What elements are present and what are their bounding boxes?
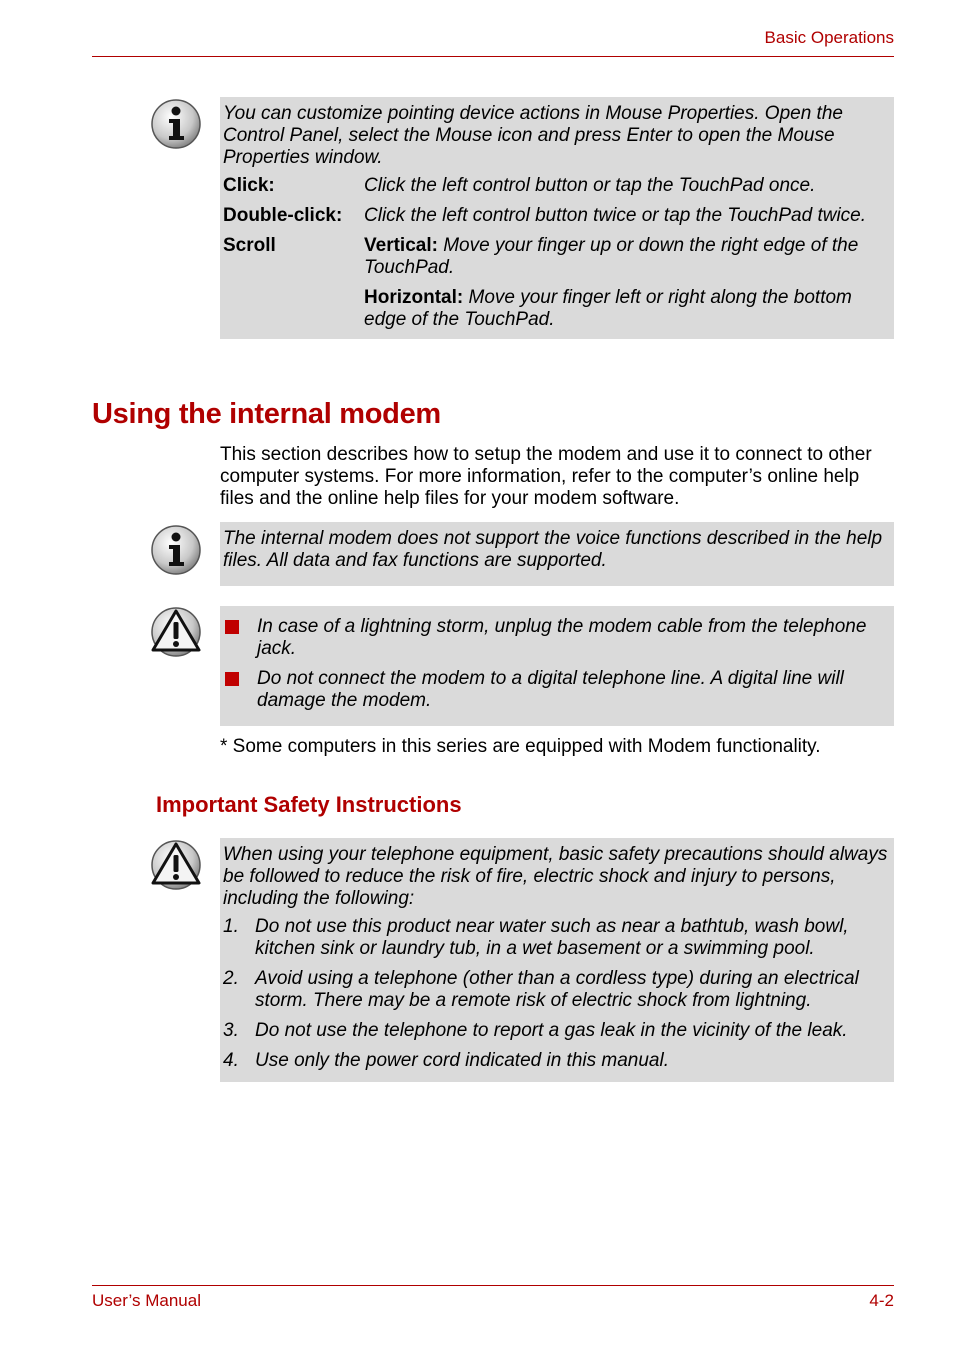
safety-list <box>223 916 890 1072</box>
list-item <box>223 1050 890 1072</box>
warning-list <box>223 616 890 712</box>
note-intro: You can customize pointing device actions in Mouse Properties. Open the Control Panel, select the Mouse icon and press Enter to open the Mouse Properties window. <box>223 103 843 168</box>
scroll-vertical <box>364 235 890 279</box>
def-row-click <box>223 175 890 197</box>
subsection-title: Important Safety Instructions <box>156 792 462 817</box>
scroll-horizontal <box>364 287 890 331</box>
note-voice-functions <box>220 522 894 586</box>
vertical-text: Move your finger up or down the right edge of the TouchPad. <box>364 235 859 278</box>
list-item <box>223 668 890 712</box>
horizontal-text: Move your finger left or right along the bottom edge of the TouchPad. <box>364 287 852 330</box>
section-title: Using the internal modem <box>92 398 441 430</box>
def-row-double-click <box>223 205 890 227</box>
footer-rule <box>92 1285 894 1286</box>
section-intro: This section describes how to setup the modem and use it to connect to other computer systems. For more information, refer to the computer’s online help files and the online help files for your modem software. <box>220 444 872 509</box>
footnote: * Some computers in this series are equipped with Modem functionality. <box>220 736 821 757</box>
square-bullet-icon <box>225 672 239 686</box>
horizontal-label: Horizontal: <box>364 287 464 308</box>
info-icon <box>150 524 202 576</box>
def-row-scroll <box>223 235 890 331</box>
pointer-actions-list <box>223 175 890 331</box>
list-item <box>223 968 890 1012</box>
item-text: Do not use the telephone to report a gas leak in the vicinity of the leak. <box>255 1020 848 1041</box>
term-click: Click: <box>223 175 275 196</box>
item-text: Avoid using a telephone (other than a cordless type) during an electrical storm. There may be a remote risk of electric shock from lightning. <box>255 968 859 1011</box>
header-rule <box>92 56 894 57</box>
item-text: Use only the power cord indicated in this manual. <box>255 1050 670 1071</box>
term-scroll: Scroll <box>223 235 276 256</box>
desc-double-click: Click the left control button twice or tap the TouchPad twice. <box>364 205 867 226</box>
safety-intro: When using your telephone equipment, basic safety precautions should always be followed to reduce the risk of fire, electric shock and injury to persons, including the following: <box>223 844 888 909</box>
list-item <box>223 1020 890 1042</box>
term-double-click: Double-click: <box>223 205 343 226</box>
list-item <box>223 916 890 960</box>
vertical-label: Vertical: <box>364 235 438 256</box>
warning-item-text: In case of a lightning storm, unplug the modem cable from the telephone jack. <box>257 616 867 659</box>
list-item <box>223 616 890 660</box>
note-mouse-properties <box>220 97 894 339</box>
desc-click: Click the left control button or tap the TouchPad once. <box>364 175 816 196</box>
info-icon <box>150 98 202 150</box>
square-bullet-icon <box>225 620 239 634</box>
note-voice-text: The internal modem does not support the voice functions described in the help files. All data and fax functions are supported. <box>223 528 883 571</box>
footer-title: User’s Manual <box>92 1291 201 1310</box>
warning-lightning <box>220 606 894 726</box>
item-text: Do not use this product near water such as near a bathtub, wash bowl, kitchen sink or laundry tub, in a wet basement or a swimming pool. <box>255 916 849 959</box>
warning-safety-instructions <box>220 838 894 1082</box>
item-number: 1. <box>223 916 239 937</box>
page-number: 4-2 <box>869 1291 894 1310</box>
running-header: Basic Operations <box>764 28 894 47</box>
item-number: 2. <box>223 968 239 989</box>
warning-icon <box>150 839 202 891</box>
warning-item-text: Do not connect the modem to a digital telephone line. A digital line will damage the modem. <box>257 668 844 711</box>
item-number: 4. <box>223 1050 239 1071</box>
item-number: 3. <box>223 1020 239 1041</box>
desc-scroll <box>364 235 890 331</box>
warning-icon <box>150 606 202 658</box>
